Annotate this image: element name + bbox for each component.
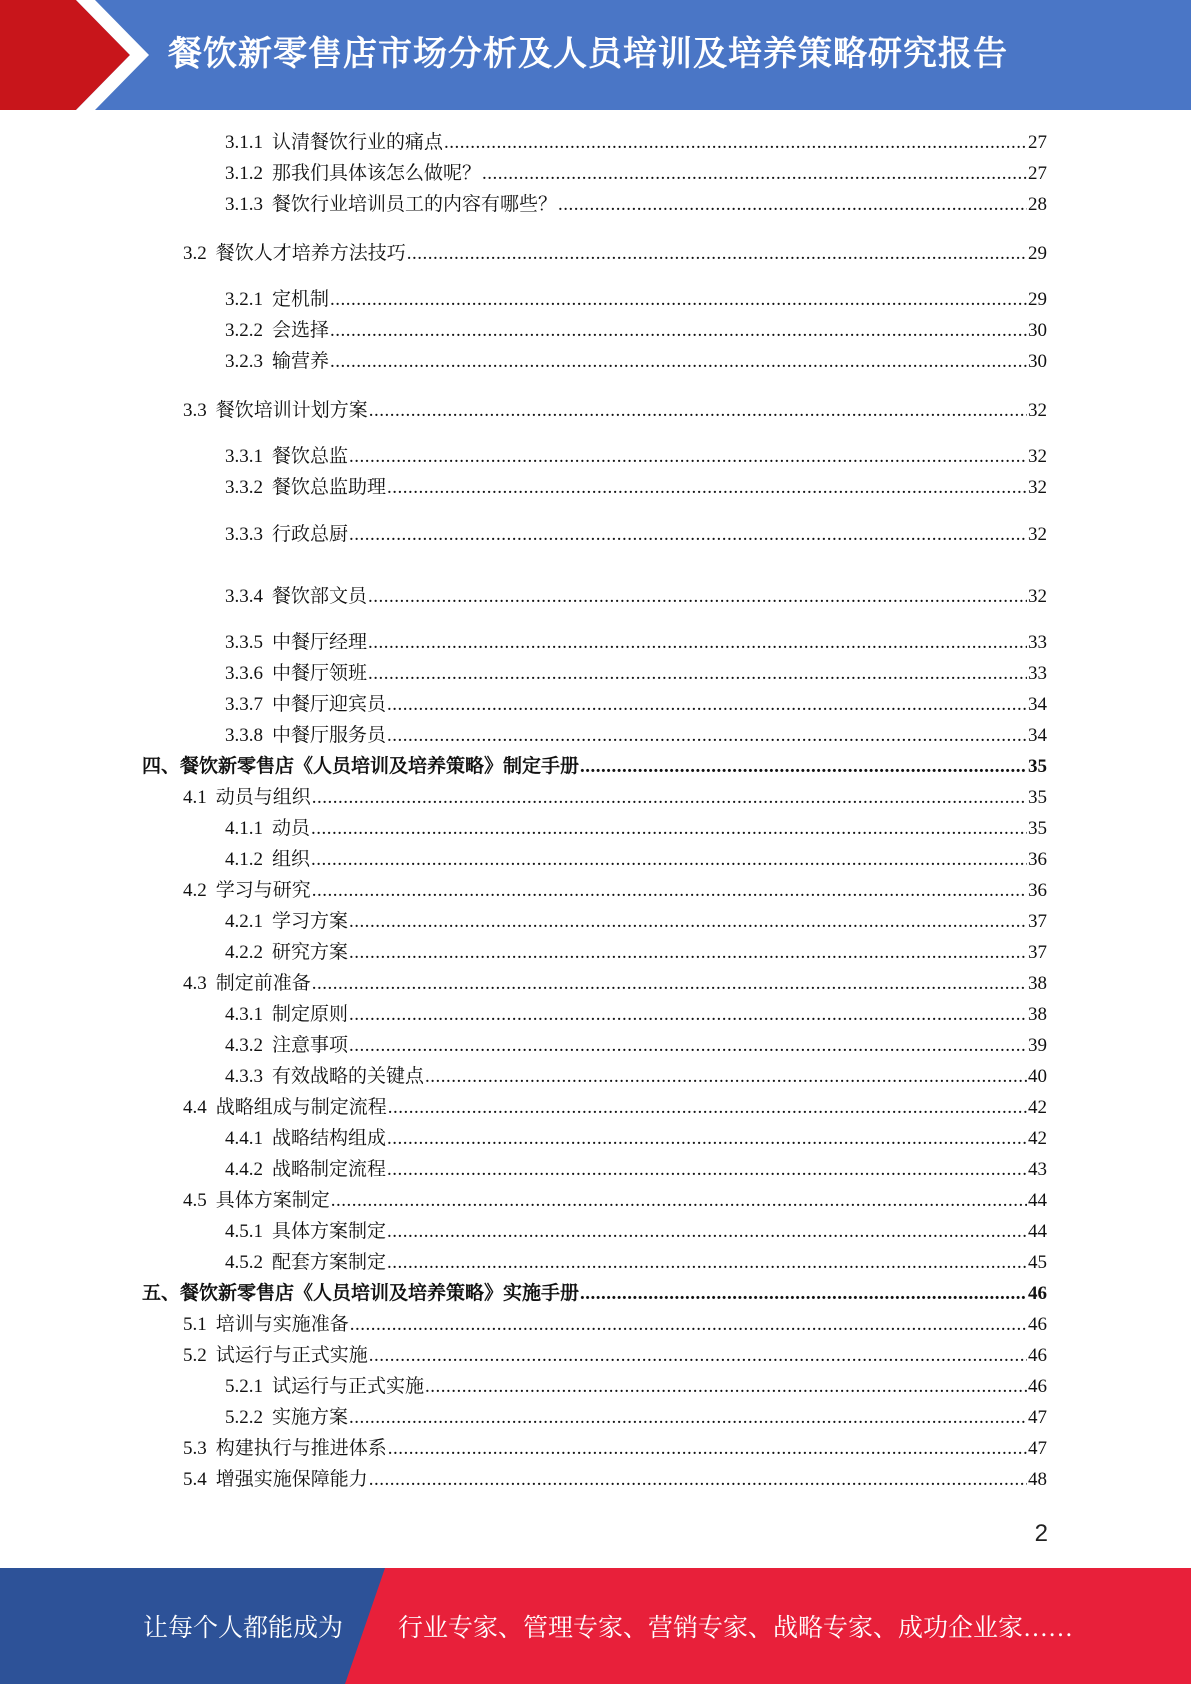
toc-entry-page: 48 xyxy=(1028,1469,1047,1490)
toc-entry[interactable] xyxy=(225,1219,1047,1245)
toc-dot-leader xyxy=(425,1374,1027,1400)
toc-entry[interactable] xyxy=(225,1405,1047,1431)
toc-dot-leader xyxy=(312,785,1027,811)
toc-entry-page: 35 xyxy=(1028,818,1047,839)
toc-entry-number: 4.5.1 xyxy=(225,1221,263,1242)
toc-entry-page: 46 xyxy=(1028,1314,1047,1335)
toc-entry[interactable] xyxy=(225,475,1047,501)
toc-entry-number: 5.2 xyxy=(183,1345,207,1366)
toc-entry[interactable] xyxy=(142,1281,1047,1307)
page-header xyxy=(0,0,1191,110)
toc-dot-leader xyxy=(349,522,1027,548)
toc-entry-number: 3.3.7 xyxy=(225,694,263,715)
toc-entry-page: 33 xyxy=(1028,632,1047,653)
toc-entry-number: 4.1.1 xyxy=(225,818,263,839)
toc-entry-title: 认清餐饮行业的痛点 xyxy=(272,132,444,153)
toc-entry-title: 定机制 xyxy=(272,289,330,310)
toc-entry-page: 33 xyxy=(1028,663,1047,684)
toc-entry[interactable] xyxy=(183,241,1047,267)
toc-entry-page: 40 xyxy=(1028,1066,1047,1087)
toc-entry-page: 44 xyxy=(1028,1190,1047,1211)
toc-entry-page: 38 xyxy=(1028,973,1047,994)
toc-entry[interactable] xyxy=(225,630,1047,656)
toc-entry-title: 中餐厅经理 xyxy=(272,632,368,653)
toc-entry-number: 3.1.2 xyxy=(225,163,263,184)
toc-entry-title: 学习与研究 xyxy=(215,880,311,901)
toc-dot-leader xyxy=(387,1250,1027,1276)
toc-entry-page: 30 xyxy=(1028,351,1047,372)
toc-dot-leader xyxy=(349,940,1027,966)
header-chevron-graphic xyxy=(0,0,160,110)
toc-dot-leader xyxy=(580,754,1027,780)
toc-entry-title: 增强实施保障能力 xyxy=(215,1469,368,1490)
toc-entry-number: 3.3.5 xyxy=(225,632,263,653)
toc-dot-leader xyxy=(387,1126,1027,1152)
toc-entry[interactable] xyxy=(225,287,1047,313)
toc-entry-title: 配套方案制定 xyxy=(272,1252,387,1273)
toc-entry-title: 制定前准备 xyxy=(215,973,311,994)
toc-entry-number: 4.5.2 xyxy=(225,1252,263,1273)
toc-entry[interactable] xyxy=(225,318,1047,344)
toc-entry[interactable] xyxy=(225,1157,1047,1183)
toc-entry-page: 35 xyxy=(1028,787,1047,808)
toc-entry-title: 战略制定流程 xyxy=(272,1159,387,1180)
toc-entry-page: 47 xyxy=(1028,1407,1047,1428)
toc-entry-page: 39 xyxy=(1028,1035,1047,1056)
toc-entry-title: 试运行与正式实施 xyxy=(272,1376,425,1397)
toc-entry-title: 餐饮部文员 xyxy=(272,586,368,607)
toc-entry[interactable] xyxy=(225,161,1047,187)
toc-entry[interactable] xyxy=(225,1250,1047,1276)
toc-entry-title: 动员 xyxy=(272,818,311,839)
toc-entry[interactable] xyxy=(225,816,1047,842)
toc-entry-number: 4.1 xyxy=(183,787,207,808)
toc-entry-title: 会选择 xyxy=(272,320,330,341)
toc-entry-page: 42 xyxy=(1028,1097,1047,1118)
toc-entry-number: 4.2.2 xyxy=(225,942,263,963)
toc-dot-leader xyxy=(349,909,1027,935)
toc-entry-page: 29 xyxy=(1028,243,1047,264)
toc-entry[interactable] xyxy=(225,940,1047,966)
toc-entry[interactable] xyxy=(225,349,1047,375)
toc-entry-page: 32 xyxy=(1028,524,1047,545)
toc-dot-leader xyxy=(444,130,1027,156)
toc-entry-title: 餐饮培训计划方案 xyxy=(215,400,368,421)
toc-entry[interactable] xyxy=(183,1095,1047,1121)
toc-entry-title: 餐饮总监 xyxy=(272,446,349,467)
header-title: 餐饮新零售店市场分析及人员培训及培养策略研究报告 xyxy=(168,34,1008,74)
toc-entry-page: 46 xyxy=(1028,1376,1047,1397)
toc-entry-title: 餐饮新零售店《人员培训及培养策略》制定手册 xyxy=(180,756,580,777)
toc-dot-leader xyxy=(387,475,1027,501)
toc-entry-title: 注意事项 xyxy=(272,1035,349,1056)
toc-entry-number: 3.2.3 xyxy=(225,351,263,372)
toc-entry[interactable] xyxy=(183,1436,1047,1462)
page-number: 2 xyxy=(1034,1520,1048,1547)
toc-entry-number: 3.3.6 xyxy=(225,663,263,684)
toc-entry-number: 4.1.2 xyxy=(225,849,263,870)
toc-entry-page: 32 xyxy=(1028,400,1047,421)
toc-dot-leader xyxy=(387,1157,1027,1183)
toc-entry-page: 32 xyxy=(1028,446,1047,467)
toc-entry-number: 3.3 xyxy=(183,400,207,421)
toc-entry-number: 4.2 xyxy=(183,880,207,901)
toc-dot-leader xyxy=(349,1405,1027,1431)
toc-entry-page: 37 xyxy=(1028,911,1047,932)
toc-entry[interactable] xyxy=(183,1188,1047,1214)
toc-entry[interactable] xyxy=(225,444,1047,470)
toc-entry[interactable] xyxy=(183,1467,1047,1493)
toc-dot-leader xyxy=(388,1095,1027,1121)
toc-entry[interactable] xyxy=(225,1374,1047,1400)
toc-entry-number: 3.3.8 xyxy=(225,725,263,746)
toc-entry-page: 36 xyxy=(1028,849,1047,870)
toc-entry-page: 43 xyxy=(1028,1159,1047,1180)
toc-entry[interactable] xyxy=(183,785,1047,811)
toc-entry-title: 构建执行与推进体系 xyxy=(215,1438,387,1459)
toc-dot-leader xyxy=(369,1467,1027,1493)
toc-entry-number: 5.2.1 xyxy=(225,1376,263,1397)
toc-dot-leader xyxy=(369,1343,1027,1369)
toc-entry-page: 29 xyxy=(1028,289,1047,310)
toc-entry-title: 培训与实施准备 xyxy=(215,1314,349,1335)
toc-entry-number: 4.3.1 xyxy=(225,1004,263,1025)
toc-entry[interactable] xyxy=(225,584,1047,610)
toc-dot-leader xyxy=(349,1002,1027,1028)
toc-entry[interactable] xyxy=(225,661,1047,687)
toc-entry[interactable] xyxy=(183,971,1047,997)
toc-entry-title: 餐饮人才培养方法技巧 xyxy=(215,243,406,264)
toc-entry[interactable] xyxy=(225,723,1047,749)
toc-entry[interactable] xyxy=(225,1064,1047,1090)
toc-entry-number: 3.3.3 xyxy=(225,524,263,545)
toc-dot-leader xyxy=(312,971,1027,997)
toc-entry-title: 餐饮总监助理 xyxy=(272,477,387,498)
toc-dot-leader xyxy=(425,1064,1027,1090)
toc-dot-leader xyxy=(311,816,1027,842)
toc-entry-page: 28 xyxy=(1028,194,1047,215)
toc-entry-number: 4.3 xyxy=(183,973,207,994)
toc-entry-number: 5.2.2 xyxy=(225,1407,263,1428)
footer-slogan: 让每个人都能成为 xyxy=(143,1615,344,1642)
toc-entry-number: 4.3.3 xyxy=(225,1066,263,1087)
toc-entry-page: 46 xyxy=(1028,1345,1047,1366)
toc-entry-number: 五、 xyxy=(142,1283,181,1304)
toc-dot-leader xyxy=(369,398,1027,424)
toc-entry-number: 3.1.1 xyxy=(225,132,263,153)
toc-entry-title: 那我们具体该怎么做呢？ xyxy=(272,163,482,184)
toc-dot-leader xyxy=(387,723,1027,749)
toc-entry-page: 35 xyxy=(1028,756,1047,777)
toc-dot-leader xyxy=(349,1033,1027,1059)
toc-entry-number: 4.3.2 xyxy=(225,1035,263,1056)
toc-entry[interactable] xyxy=(225,1126,1047,1152)
toc-entry[interactable] xyxy=(183,1312,1047,1338)
toc-entry-page: 27 xyxy=(1028,132,1047,153)
toc-entry-title: 中餐厅迎宾员 xyxy=(272,694,387,715)
page-footer xyxy=(0,1568,1191,1684)
toc-entry[interactable] xyxy=(183,878,1047,904)
toc-entry-page: 42 xyxy=(1028,1128,1047,1149)
toc-entry[interactable] xyxy=(225,130,1047,156)
toc-dot-leader xyxy=(331,1188,1027,1214)
toc-entry-page: 34 xyxy=(1028,694,1047,715)
toc-entry-page: 27 xyxy=(1028,163,1047,184)
toc-entry-number: 4.4 xyxy=(183,1097,207,1118)
toc-entry-number: 3.3.4 xyxy=(225,586,263,607)
toc-dot-leader xyxy=(368,584,1027,610)
toc-entry-page: 32 xyxy=(1028,586,1047,607)
toc-entry-page: 30 xyxy=(1028,320,1047,341)
toc-dot-leader xyxy=(580,1281,1027,1307)
toc-entry-page: 32 xyxy=(1028,477,1047,498)
toc-entry[interactable] xyxy=(183,398,1047,424)
toc-entry-number: 5.4 xyxy=(183,1469,207,1490)
toc-entry-number: 四、 xyxy=(142,756,181,777)
toc-entry-page: 45 xyxy=(1028,1252,1047,1273)
toc-entry[interactable] xyxy=(183,1343,1047,1369)
toc-entry-title: 有效战略的关键点 xyxy=(272,1066,425,1087)
toc-entry-title: 输营养 xyxy=(272,351,330,372)
toc-entry-number: 4.5 xyxy=(183,1190,207,1211)
toc-dot-leader xyxy=(387,692,1027,718)
toc-entry-number: 3.2.2 xyxy=(225,320,263,341)
toc-entry-title: 研究方案 xyxy=(272,942,349,963)
toc-entry-title: 餐饮新零售店《人员培训及培养策略》实施手册 xyxy=(180,1283,580,1304)
toc-entry-page: 46 xyxy=(1028,1283,1047,1304)
toc-entry-number: 4.4.1 xyxy=(225,1128,263,1149)
toc-dot-leader xyxy=(387,1219,1027,1245)
toc-entry[interactable] xyxy=(225,909,1047,935)
toc-entry-title: 战略组成与制定流程 xyxy=(215,1097,387,1118)
toc-entry-page: 37 xyxy=(1028,942,1047,963)
toc-entry-title: 制定原则 xyxy=(272,1004,349,1025)
toc-dot-leader xyxy=(368,630,1027,656)
toc-dot-leader xyxy=(407,241,1027,267)
toc-entry[interactable] xyxy=(225,1033,1047,1059)
toc-dot-leader xyxy=(349,444,1027,470)
toc-dot-leader xyxy=(368,661,1027,687)
toc-entry-title: 试运行与正式实施 xyxy=(215,1345,368,1366)
toc-entry-number: 4.4.2 xyxy=(225,1159,263,1180)
toc-entry[interactable] xyxy=(225,522,1047,548)
toc-dot-leader xyxy=(482,161,1027,187)
toc-entry-page: 34 xyxy=(1028,725,1047,746)
toc-entry-title: 餐饮行业培训员工的内容有哪些？ xyxy=(272,194,558,215)
toc-entry[interactable] xyxy=(225,192,1047,218)
footer-roles: 行业专家、管理专家、营销专家、战略专家、成功企业家…… xyxy=(398,1615,1074,1642)
toc-entry-title: 组织 xyxy=(272,849,311,870)
toc-dot-leader xyxy=(558,192,1027,218)
toc-entry-number: 3.3.1 xyxy=(225,446,263,467)
toc-entry-number: 3.2.1 xyxy=(225,289,263,310)
toc-entry-number: 5.1 xyxy=(183,1314,207,1335)
toc-entry[interactable] xyxy=(142,754,1047,780)
toc-entry-title: 中餐厅服务员 xyxy=(272,725,387,746)
toc-entry[interactable] xyxy=(225,1002,1047,1028)
toc-entry-title: 具体方案制定 xyxy=(272,1221,387,1242)
toc-entry-title: 中餐厅领班 xyxy=(272,663,368,684)
toc-entry-page: 47 xyxy=(1028,1438,1047,1459)
toc-dot-leader xyxy=(312,878,1027,904)
toc-dot-leader xyxy=(311,847,1027,873)
toc-entry-number: 3.1.3 xyxy=(225,194,263,215)
toc-entry-number: 5.3 xyxy=(183,1438,207,1459)
toc-entry-title: 动员与组织 xyxy=(215,787,311,808)
toc-dot-leader xyxy=(350,1312,1027,1338)
toc-entry-page: 44 xyxy=(1028,1221,1047,1242)
toc-dot-leader xyxy=(330,318,1027,344)
toc-dot-leader xyxy=(330,287,1027,313)
toc-entry-number: 3.2 xyxy=(183,243,207,264)
toc-entry-page: 36 xyxy=(1028,880,1047,901)
toc-entry[interactable] xyxy=(225,692,1047,718)
toc-entry-title: 学习方案 xyxy=(272,911,349,932)
toc-entry-title: 行政总厨 xyxy=(272,524,349,545)
toc-entry-title: 实施方案 xyxy=(272,1407,349,1428)
toc-dot-leader xyxy=(388,1436,1027,1462)
toc-entry-page: 38 xyxy=(1028,1004,1047,1025)
toc-entry-title: 战略结构组成 xyxy=(272,1128,387,1149)
toc-dot-leader xyxy=(330,349,1027,375)
toc-entry-title: 具体方案制定 xyxy=(215,1190,330,1211)
toc-entry-number: 3.3.2 xyxy=(225,477,263,498)
toc-entry[interactable] xyxy=(225,847,1047,873)
toc-entry-number: 4.2.1 xyxy=(225,911,263,932)
